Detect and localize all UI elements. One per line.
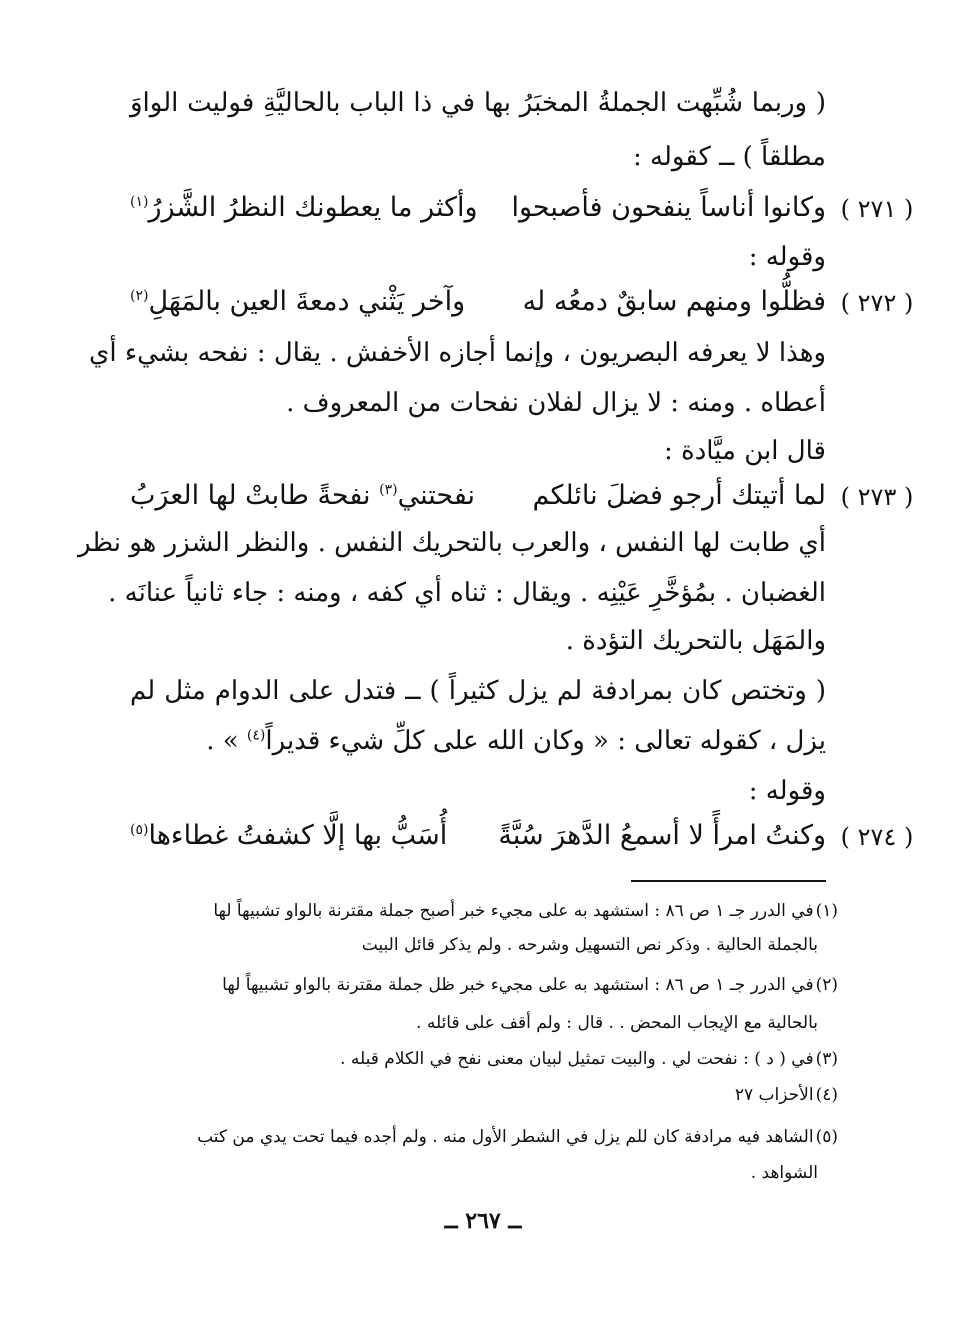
footnote-3-mark: (٣): [815, 1049, 838, 1069]
body-line-8: الغضبان . بمُؤخَّرِ عَيْنِه . ويقال : ثناه أي كفه ، ومنه : جاء ثانياً عنانَه .: [108, 578, 826, 608]
verse-271-second-text: وأكثر ما يعطونك النظرُ الشَّزرُ: [148, 192, 478, 223]
body-line-2: مطلقاً ) ــ كقوله :: [633, 142, 826, 172]
body-line-12: وقوله :: [748, 776, 826, 806]
footnote-3: [138, 1044, 838, 1074]
footnote-5: [138, 1122, 838, 1152]
body-line-10: ( وتختص كان بمرادفة لم يزل كثيراً ) ــ فتدل على الدوام مثل لم: [130, 676, 826, 706]
footnote-3-line-1: في ( د ) : نفحت لي . والبيت تمثيل لبيان معنى نفح في الكلام قبله .: [340, 1049, 814, 1069]
footnote-ref-5: (٥): [130, 822, 149, 838]
footnote-1-mark: (١): [815, 901, 838, 921]
footnote-ref-3: (٣): [379, 482, 398, 498]
verse-273: [130, 476, 826, 516]
body-line-7: أي طابت لها النفس ، والعرب بالتحريك النفس . والنظر الشزر هو نظر: [78, 528, 826, 558]
verse-272-second-hemistich: [130, 282, 465, 322]
footnote-1: [138, 896, 838, 926]
body-line-11-end: » .: [206, 726, 239, 756]
footnote-2: [138, 970, 838, 1000]
verse-number-271: ( ٢٧١ ): [840, 195, 914, 223]
verse-number-272: ( ٢٧٢ ): [840, 289, 914, 317]
footnote-divider: [631, 880, 826, 882]
body-line-11: [130, 722, 826, 760]
verse-273-second-hemistich: [130, 476, 475, 516]
body-line-1: ( وربما شُبِّهت الجملةُ المخبَرُ بها في ذا الباب بالحاليَّةِ فوليت الواوَ: [130, 88, 826, 118]
verse-272: [130, 282, 826, 322]
body-line-3: وقوله :: [748, 242, 826, 272]
body-line-4: وهذا لا يعرفه البصريون ، وإنما أجازه الأخفش . يقال : نفحه بشيء أي: [89, 338, 826, 368]
verse-271-second-hemistich: [130, 188, 478, 228]
footnote-5-mark: (٥): [815, 1127, 838, 1147]
verse-271-first-hemistich: وكانوا أناساً ينفحون فأصبحوا: [511, 192, 826, 223]
verse-272-first-hemistich: فظلُّوا ومنهم سابقٌ دمعُه له: [522, 286, 826, 317]
body-line-11-text: يزل ، كقوله تعالى : « وكان الله على كلِّ شيء قديراً: [265, 726, 826, 756]
footnote-2-line-1: في الدرر جـ ١ ص ٨٦ : استشهد به على مجيء خبر ظل جملة مقترنة بالواو تشبيهاً لها: [222, 975, 814, 995]
footnote-2-mark: (٢): [815, 975, 838, 995]
body-line-9: والمَهَل بالتحريك التؤدة .: [565, 626, 826, 656]
verse-273-second-text-b: نفحةً طابتْ لها العرَبُ: [130, 480, 371, 511]
footnote-2-line-2: بالحالية مع الإيجاب المحض . . قال : ولم أقف على قائله .: [416, 1013, 818, 1033]
footnote-ref-2: (٢): [130, 288, 149, 304]
verse-272-second-text: وآخر يَثْني دمعةَ العين بالمَهَلِ: [148, 286, 466, 317]
verse-number-273: ( ٢٧٣ ): [840, 483, 914, 511]
footnote-4-line-1: الأحزاب ٢٧: [734, 1085, 814, 1105]
verse-274: [130, 816, 826, 856]
verse-number-274: ( ٢٧٤ ): [840, 823, 914, 851]
body-line-5: أعطاه . ومنه : لا يزال لفلان نفحات من المعروف .: [286, 388, 826, 418]
page-number: ــ ٢٦٧ ــ: [444, 1208, 522, 1234]
body-line-6: قال ابن ميَّادة :: [664, 436, 826, 466]
footnote-1-line-2: بالجملة الحالية . وذكر نص التسهيل وشرحه . ولم يذكر قائل البيت: [361, 935, 818, 955]
footnote-ref-4: (٤): [246, 727, 266, 744]
verse-274-second-text: أُسَبُّ بها إلَّا كشفتُ غطاءها: [148, 820, 448, 851]
footnote-1-line-1: في الدرر جـ ١ ص ٨٦ : استشهد به على مجيء خبر أصبح جملة مقترنة بالواو تشبيهاً لها: [213, 901, 814, 921]
footnote-4-mark: (٤): [815, 1085, 838, 1105]
verse-274-second-hemistich: [130, 816, 447, 856]
verse-273-first-hemistich: لما أتيتك أرجو فضلَ نائلكم: [532, 480, 826, 511]
footnote-5-line-1: الشاهد فيه مرادفة كان للم يزل في الشطر الأول منه . ولم أجده فيما تحت يدي من كتب: [197, 1127, 814, 1147]
verse-273-second-text-a: نفحتني: [397, 480, 476, 511]
footnote-5-line-2: الشواهد .: [750, 1163, 818, 1183]
verse-274-first-hemistich: وكنتُ امرأً لا أسمعُ الدَّهرَ سُبَّةً: [498, 820, 826, 851]
footnote-ref-1: (١): [130, 194, 149, 210]
footnote-4: [138, 1080, 838, 1110]
verse-271: [130, 188, 826, 228]
